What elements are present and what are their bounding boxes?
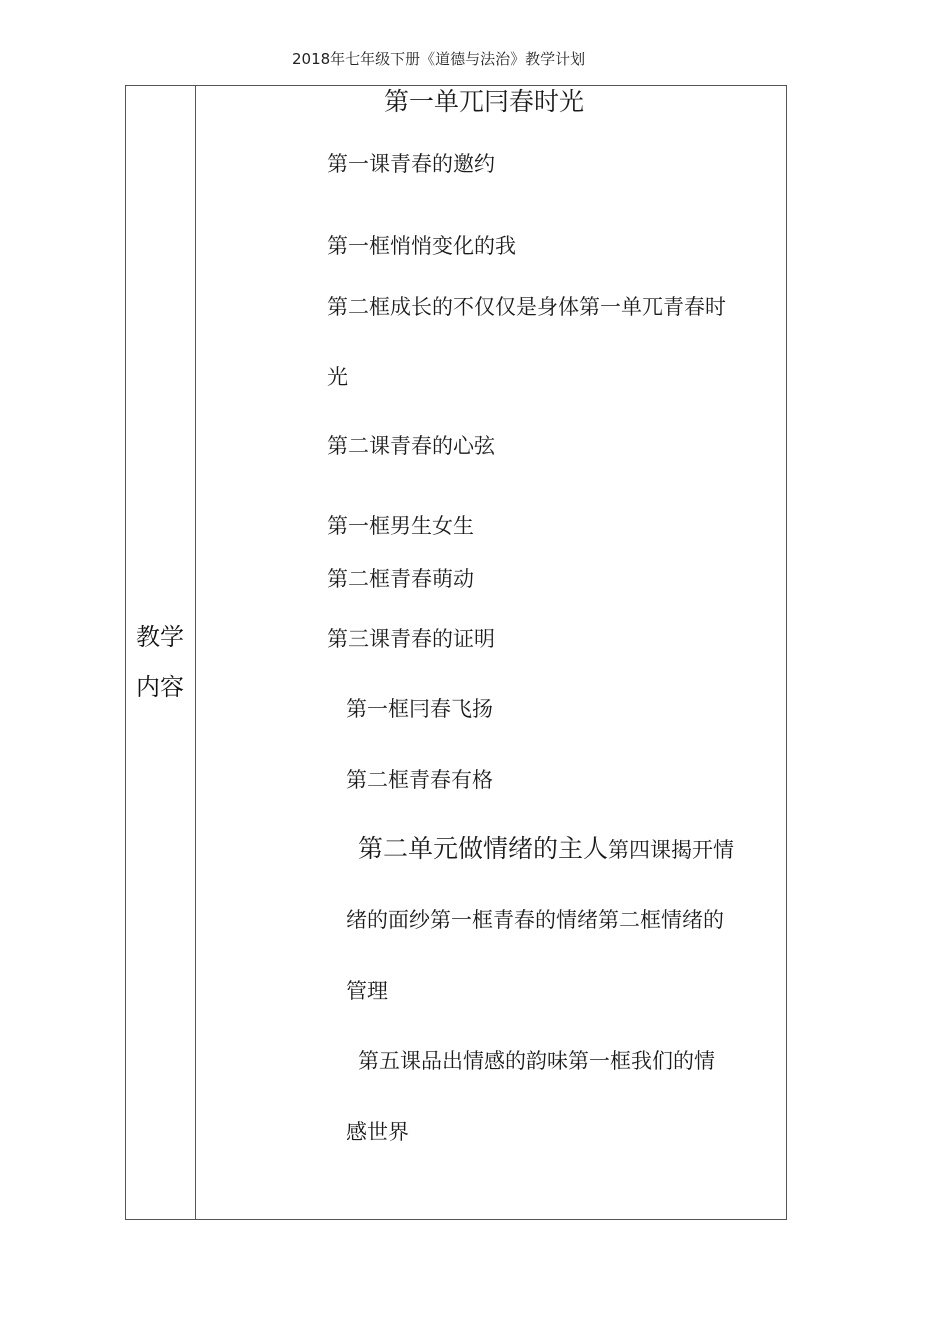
lesson3-title: 第三课青春的证明 — [327, 627, 495, 651]
unit2-title: 第二单元做情绪的主人 — [358, 834, 609, 863]
lesson4-title: 第四课揭开情 — [608, 838, 735, 862]
label-line-2: 内容 — [136, 673, 184, 701]
lesson2-frame1: 第一框男生女生 — [327, 514, 474, 538]
lesson3-frame2: 第二框青春有格 — [346, 768, 493, 792]
unit2-line3: 管理 — [346, 979, 388, 1003]
label-cell — [128, 612, 192, 712]
lesson1-frame1: 第一框悄悄变化的我 — [327, 234, 516, 258]
lesson2-frame2: 第二框青春萌动 — [327, 567, 474, 591]
lesson3-frame1: 第一框冃春飞扬 — [346, 697, 493, 721]
unit1-title: 第一单兀冃春时光 — [384, 87, 585, 116]
unit2-line1 — [358, 835, 734, 864]
lesson5-line2: 感世界 — [346, 1120, 409, 1144]
lesson1-frame2-line2: 光 — [327, 365, 348, 389]
unit2-line2: 绪的面纱第一框青春的情绪第二框情绪的 — [346, 908, 724, 932]
lesson2-title: 第二课青春的心弦 — [327, 434, 495, 458]
lesson5-line1: 第五课品出情感的韵味第一框我们的情 — [358, 1049, 715, 1073]
label-line-1: 教学 — [136, 623, 184, 651]
document-header: 2018年七年级下册《道德与法治》教学计划 — [292, 50, 586, 68]
lesson1-frame2-line1: 第二框成长的不仅仅是身体第一单兀青春时 — [327, 295, 726, 319]
lesson1-title: 第一课青春的邀约 — [327, 152, 495, 176]
column-divider — [195, 85, 196, 1220]
